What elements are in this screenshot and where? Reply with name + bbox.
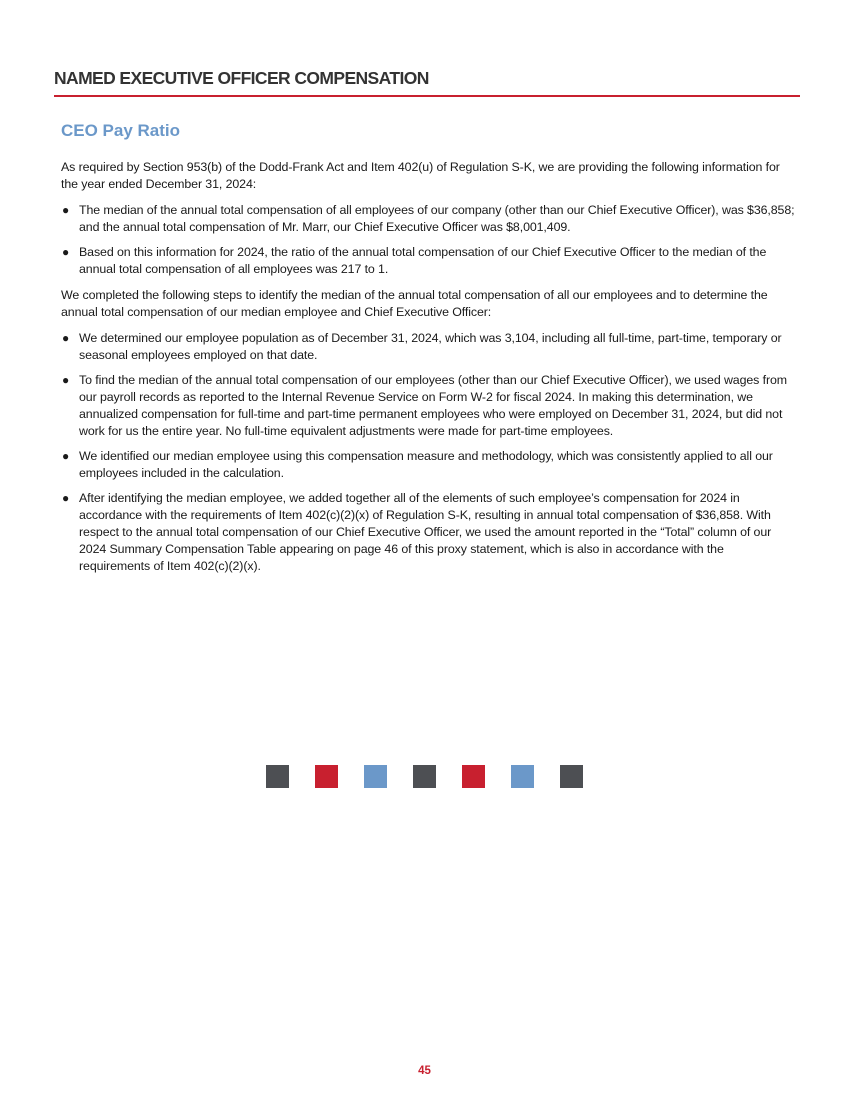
list-item: [61, 372, 796, 440]
bullet-icon: ●: [62, 245, 70, 259]
decorative-square: [315, 765, 338, 788]
ceo-pay-ratio-body: [61, 159, 796, 584]
ceo-pay-ratio-heading: CEO Pay Ratio: [61, 121, 181, 140]
list-item: [61, 244, 796, 278]
list-item: [61, 330, 796, 364]
steps-bullet-list: [61, 330, 796, 575]
bullet-icon: ●: [62, 491, 70, 505]
list-item-text: To find the median of the annual total compensation of our employees (other than our Chief Executive Officer), we used wages from our payroll records as reported to the Internal Revenue Service on Form W-2 for fiscal 2024. In making this determination, we annualized compensation for full-time and part-time permanent employees who were employed on December 31, 2024, but did not work for us the entire year. No full-time equivalent adjustments were made for part-time employees.: [79, 373, 787, 438]
bullet-icon: ●: [62, 203, 70, 217]
steps-intro-paragraph: We completed the following steps to identify the median of the annual total compensation of all our employees and to determine the annual total compensation of our median employee and Chief Executive Officer:: [61, 288, 768, 319]
decorative-square: [560, 765, 583, 788]
decorative-square: [511, 765, 534, 788]
list-item-text: Based on this information for 2024, the ratio of the annual total compensation of our Chief Executive Officer to the median of the annual total compensation of all employees was 217 to 1.: [79, 245, 767, 276]
decorative-square: [462, 765, 485, 788]
decorative-squares: [266, 765, 586, 789]
intro-paragraph: As required by Section 953(b) of the Dodd-Frank Act and Item 402(u) of Regulation S-K, we are providing the following information for the year ended December 31, 2024:: [61, 160, 780, 191]
ratio-bullet-list: [61, 202, 796, 278]
list-item-text: After identifying the median employee, we added together all of the elements of such employee’s compensation for 2024 in accordance with the requirements of Item 402(c)(2)(x) of Regulation S-K, resulting in annual total compensation of $36,858. With respect to the annual total compensation of our Chief Executive Officer, we used the amount reported in the “Total” column of our 2024 Summary Compensation Table appearing on page 46 of this proxy statement, which is also in accordance with the requirements of Item 402(c)(2)(x).: [79, 491, 772, 573]
decorative-square: [266, 765, 289, 788]
section-header: NAMED EXECUTIVE OFFICER COMPENSATION: [54, 68, 800, 97]
page-number: 45: [418, 1065, 431, 1077]
list-item: [61, 448, 796, 482]
list-item-text: The median of the annual total compensation of all employees of our company (other than our Chief Executive Officer), was $36,858; and the annual total compensation of Mr. Marr, our Chief Executive Officer was $8,001,409.: [79, 203, 795, 234]
decorative-square: [364, 765, 387, 788]
list-item-text: We identified our median employee using this compensation measure and methodology, which was consistently applied to all our employees included in the calculation.: [79, 449, 773, 480]
bullet-icon: ●: [62, 331, 70, 345]
list-item: [61, 202, 796, 236]
decorative-square: [413, 765, 436, 788]
bullet-icon: ●: [62, 373, 70, 387]
bullet-icon: ●: [62, 449, 70, 463]
list-item: [61, 490, 796, 575]
list-item-text: We determined our employee population as of December 31, 2024, which was 3,104, including all full-time, part-time, temporary or seasonal employees employed on that date.: [79, 331, 782, 362]
